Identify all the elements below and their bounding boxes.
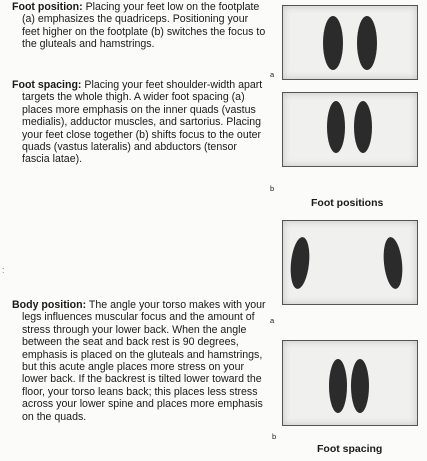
margin-mark: :	[2, 265, 5, 275]
foot-spacing-panel-b	[282, 340, 418, 426]
foot-spacing-label-a: a	[270, 316, 275, 325]
footprints-narrow-icon	[283, 341, 417, 425]
foot-positions-panel-b	[282, 92, 418, 167]
foot-position-heading: Foot position:	[12, 1, 83, 13]
body-position-section	[12, 299, 267, 423]
foot-position-section	[12, 1, 267, 51]
foot-positions-label-a: a	[270, 70, 275, 79]
footprints-wide-icon	[283, 221, 417, 304]
foot-positions-label-b: b	[270, 184, 275, 193]
foot-positions-panel-a	[282, 5, 418, 80]
foot-spacing-text: Placing your feet shoulder-width apart targets the whole thigh. A wider foot spacing (a) places more emphasis on the inner quads (vastus medialis), adductor muscles, and sartorius. Placing your feet close together (b) shifts focus to the outer quads (vastus lateralis) and abductors (tensor fascia latae).	[22, 79, 263, 166]
footprints-high-icon	[283, 93, 417, 166]
foot-spacing-label-b: b	[272, 432, 277, 441]
foot-spacing-section	[12, 79, 267, 166]
foot-spacing-panel-a	[282, 220, 418, 305]
body-position-heading: Body position:	[12, 299, 87, 311]
foot-positions-caption: Foot positions	[311, 197, 384, 209]
body-position-text: The angle your torso makes with your legs influences muscular focus and the amount of stress through your lower back. When the angle between the seat and back rest is 90 degrees, emphasis is placed on the gluteals and hamstrings, but this acute angle places more stress on your lower back. If the backrest is tilted lower toward the floor, your torso leans back; this places less stress across your lower spine and places more emphasis on the quads.	[22, 299, 266, 423]
foot-spacing-heading: Foot spacing:	[12, 79, 82, 91]
foot-spacing-caption: Foot spacing	[317, 443, 383, 455]
footprints-low-icon	[283, 6, 417, 79]
foot-position-text: Placing your feet low on the footplate (a) emphasizes the quadriceps. Positioning your feet higher on the footplate (b) switches the focus to the gluteals and hamstrings.	[22, 1, 266, 51]
